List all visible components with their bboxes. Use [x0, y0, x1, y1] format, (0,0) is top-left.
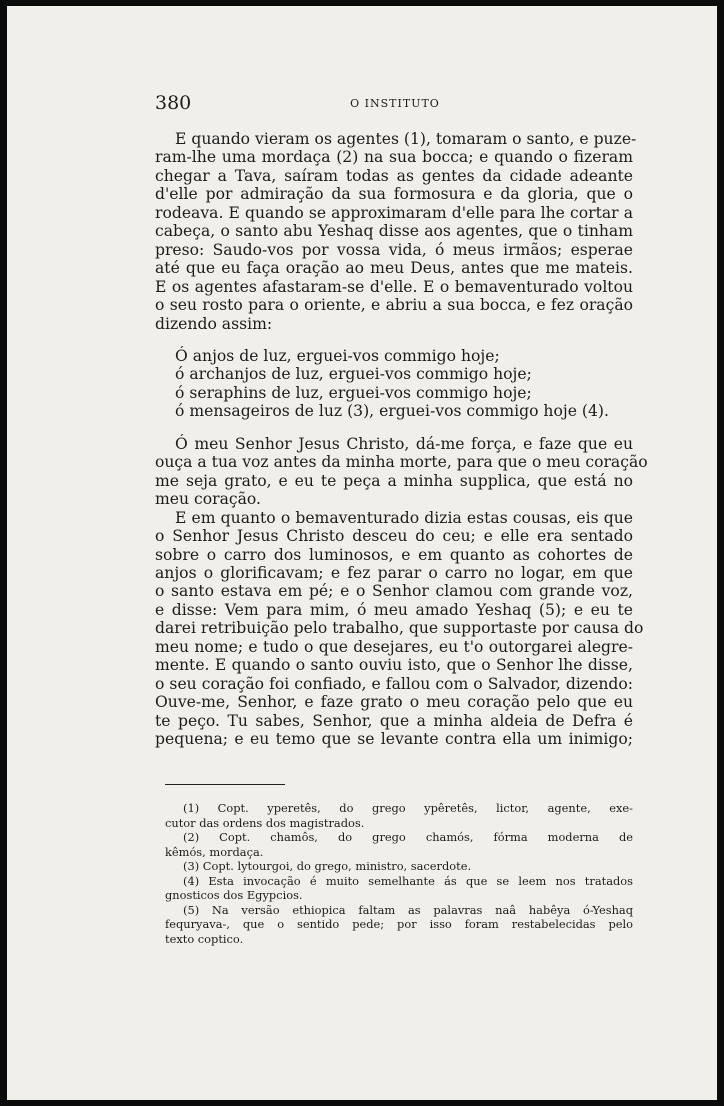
text-line: pequena; e eu temo que se levante contra ella um inimigo; [155, 730, 633, 749]
footnote-5-line: (5) Na versão ethiopica faltam as palavras naâ habêya ó-Yeshaq [183, 902, 633, 917]
text-line: ram-lhe uma mordaça (2) na sua bocca; e quando o fizeram [155, 148, 633, 167]
text-line: até que eu faça oração ao meu Deus, antes que me mateis. [155, 259, 633, 278]
text-line: me seja grato, e eu te peça a minha supplica, que está no [155, 471, 633, 490]
text-line: o seu rosto para o oriente, e abriu a sua bocca, e fez oração [155, 296, 633, 315]
text-line: o santo estava em pé; e o Senhor clamou com grande voz, [155, 582, 633, 601]
text-line: d'elle por admiração da sua formosura e da gloria, que o [155, 185, 633, 204]
text-line: dizendo assim: [155, 314, 273, 333]
text-line: E em quanto o bemaventurado dizia estas cousas, eis que [175, 508, 633, 527]
text-line: sobre o carro dos luminosos, e em quanto as cohortes de [155, 545, 633, 564]
footnote-2-line: kêmós, mordaça. [165, 844, 264, 859]
text-line: rodeava. E quando se approximaram d'elle para lhe cortar a [155, 203, 633, 222]
prayer-verse [175, 347, 633, 421]
text-line: chegar a Tava, saíram todas as gentes da cidade adeante [155, 166, 633, 185]
footnote-3-line: (3) Copt. lytourgoi, do grego, ministro, sacerdote. [183, 859, 472, 873]
paragraph-1 [155, 130, 637, 333]
text-line: Ouve-me, Senhor, e faze grato o meu coração pelo que eu [155, 693, 633, 712]
paragraph-2 [155, 434, 648, 509]
footnotes [165, 801, 633, 946]
text-line: preso: Saudo-vos por vossa vida, ó meus irmãos; esperae [155, 240, 633, 259]
text-line: o seu coração foi confiado, e fallou com o Salvador, dizendo: [155, 674, 633, 693]
text-line: meu nome; e tudo o que desejares, eu t'o outorgarei alegre- [155, 637, 633, 656]
text-line: o Senhor Jesus Christo desceu do ceu; e elle era sentado [155, 527, 633, 546]
footnote-4-line: (4) Esta invocação é muito semelhante ás que se leem nos tratados [183, 873, 633, 888]
text-line: anjos o glorificavam; e fez parar o carro no logar, em que [155, 563, 633, 582]
text-line: darei retribuição pelo trabalho, que supportaste por causa do [155, 619, 644, 638]
text-line: E os agentes afastaram-se d'elle. E o bemaventurado voltou [155, 277, 633, 296]
text-line: e disse: Vem para mim, ó meu amado Yeshaq (5); e eu te [155, 600, 633, 619]
running-title: O INSTITUTO [350, 97, 440, 110]
text-line: meu coração. [155, 490, 261, 509]
footnote-separator [165, 784, 285, 785]
text-line: te peço. Tu sabes, Senhor, que a minha aldeia de Defra é [155, 711, 633, 730]
footnote-1-line: (1) Copt. yperetês, do grego ypêretês, lictor, agente, exe- [183, 801, 633, 815]
page-header [155, 92, 635, 114]
verse-line: ó archanjos de luz, erguei-vos commigo hoje; [175, 365, 532, 384]
paragraph-3 [155, 508, 644, 749]
footnote-2-line: (2) Copt. chamôs, do grego chamós, fórma moderna de [183, 830, 633, 844]
footnote-4-line: gnosticos dos Egypcios. [165, 888, 303, 902]
footnote-5-line: texto coptico. [165, 931, 244, 946]
verse-line: ó seraphins de luz, erguei-vos commigo hoje; [175, 383, 532, 402]
book-page [7, 6, 717, 1100]
main-text [155, 130, 648, 749]
text-line: cabeça, o santo abu Yeshaq disse aos agentes, que o tinham [155, 222, 633, 241]
page-number: 380 [155, 92, 192, 114]
verse-line: Ó anjos de luz, erguei-vos commigo hoje; [175, 346, 500, 365]
text-line: Ó meu Senhor Jesus Christo, dá-me força, e faze que eu [175, 434, 633, 453]
text-line: E quando vieram os agentes (1), tomaram o santo, e puze- [175, 130, 637, 148]
text-line: ouça a tua voz antes da minha morte, para que o meu coração [155, 453, 648, 472]
footnote-1-line: cutor das ordens dos magistrados. [165, 815, 365, 830]
footnote-5-line: fequryava-, que o sentido pede; por isso foram restabelecidas pelo [165, 917, 633, 931]
verse-line: ó mensageiros de luz (3), erguei-vos commigo hoje (4). [175, 402, 609, 421]
text-line: mente. E quando o santo ouviu isto, que o Senhor lhe disse, [155, 656, 633, 675]
